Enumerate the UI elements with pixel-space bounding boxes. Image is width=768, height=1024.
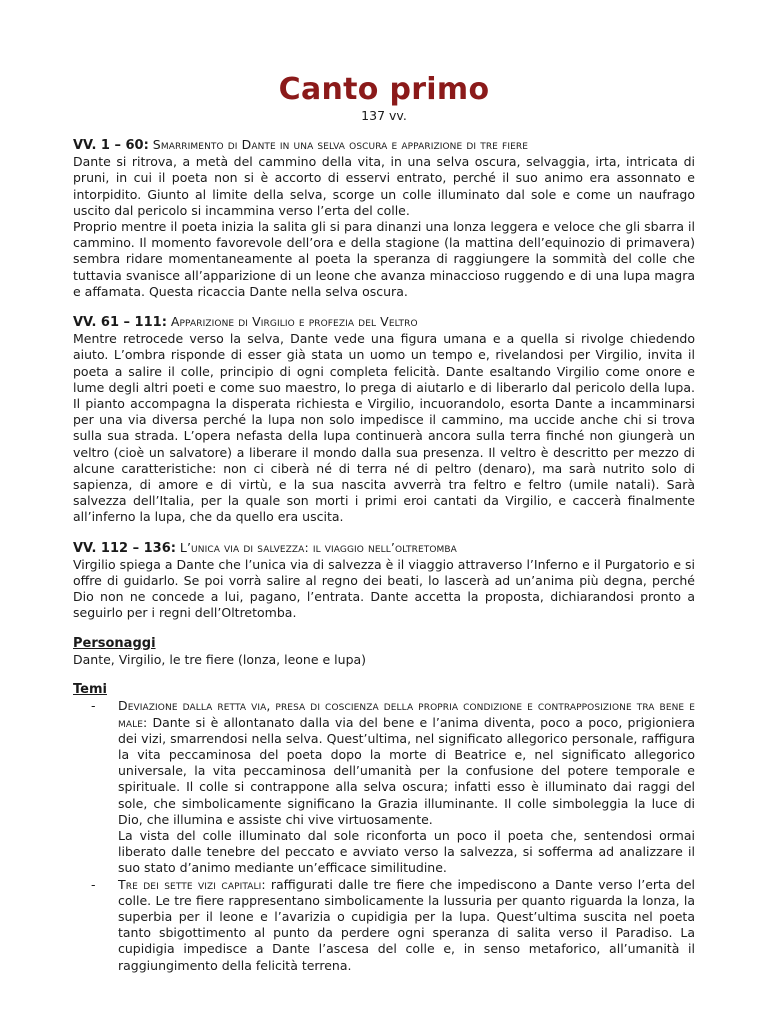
section-title: Smarrimento di Dante in una selva oscura e apparizione di tre fiere <box>152 137 528 152</box>
verse-count: 137 vv. <box>361 108 407 123</box>
personaggi-label: Personaggi <box>73 635 156 651</box>
section-verses: VV. 1 – 60: <box>73 138 149 153</box>
section-paragraph: Mentre retrocede verso la selva, Dante vede una figura umana e a quella si rivolge chiedendo aiuto. L’ombra risponde di esser già stata un uomo un tempo e, rivelandosi per Virgilio, invita il poeta a salire il colle, principio di ogni completa felicità. Dante esaltando Virgilio come onore e lume degli altri poeti e come suo maestro, lo prega di aiutarlo e di liberarlo dal pericolo della lupa. Il pianto accompagna la disperata richiesta e Virgilio, incuorandolo, esorta Dante a incamminarsi per una via diversa perché la lupa non solo impedisce il cammino, ma uccide anche chi si trova sulla sua strada. L’opera nefasta della lupa continuerà ancora sulla terra finché non giungerà un veltro (cioè un salvatore) a liberare il mondo dalla sua presenza. Il veltro è descritto per mezzo di alcune caratteristiche: non ci ciberà né di terra né di peltro (denaro), ma sarà nutrito solo di sapienza, di amore e di virtù, e la sua nascita avverrà tra feltro e feltro (umile natali). Sarà salvezza dell’Italia, per la quale son morti i primi eroi cantati da Virgilio, e caccerà finalmente all’inferno la lupa, che da quello era uscita. <box>73 331 695 525</box>
section-title: Apparizione di Virgilio e profezia del Veltro <box>170 314 418 330</box>
temi-list <box>73 698 695 973</box>
section-verses-1-60 <box>73 137 695 300</box>
section-heading <box>73 137 695 154</box>
section-verses: VV. 61 – 111: <box>73 315 167 331</box>
temi-label: Temi <box>73 682 107 698</box>
section-heading <box>73 314 695 331</box>
section-heading <box>73 540 695 557</box>
personaggi-text: Dante, Virgilio, le tre fiere (lonza, leone e lupa) <box>73 651 367 667</box>
theme-text: : raffigurati dalle tre fiere che impediscono a Dante verso l’erta del colle. Le tre fiere rappresentano simbolicamente la lussuria per quanto riguarda la lonza, la superbia per il leone e l’avarizia o cupidigia per la lupa. Quest’ultima suscita nel poeta tanto sbigottimento al punto da perdere ogni speranza di salita verso il Paradiso. La cupidigia impedisce a Dante l’ascesa del colle e, in senso metaforico, all’umanità il raggiungimento della felicità terrena. <box>118 876 695 973</box>
theme-lead: Tre dei sette vizi capitali <box>118 876 262 892</box>
list-bullet: - <box>91 698 96 714</box>
theme-extra: La vista del colle illuminato dal sole riconforta un poco il poeta che, sentendosi ormai liberato dalle tenebre del peccato e avviato verso la salvezza, si sofferma ad analizzare il suo stato d’animo mediante un’efficace similitudine. <box>118 827 695 876</box>
section-title: L’unica via di salvezza: il viaggio nell’oltretomba <box>179 539 457 555</box>
section-paragraph: Virgilio spiega a Dante che l’unica via di salvezza è il viaggio attraverso l’Inferno e il Purgatorio e si offre di guidarlo. Se poi vorrà salire al regno dei beati, lo lascerà ad un’anima più degna, perché Dio non ne concede a lui, pagano, l’entrata. Dante accetta la proposta, dichiarandosi pronto a seguirlo per i regni dell’Oltretomba. <box>73 556 695 621</box>
list-item <box>73 877 695 974</box>
section-verses: VV. 112 – 136: <box>73 540 176 556</box>
list-item <box>73 698 695 876</box>
section-verses-112-136 <box>73 540 695 622</box>
list-bullet: - <box>91 876 96 892</box>
section-verses-61-111 <box>73 314 695 526</box>
page-title: Canto primo <box>278 72 490 107</box>
theme-text: : Dante si è allontanato dalla via del bene e l’anima diventa, poco a poco, prigioniera dei vizi, smarrendosi nella selva. Quest’ultima, nel significato allegorico personale, raffigura la vita peccaminosa del poeta dopo la morte di Beatrice e, nel significato allegorico universale, la vita peccaminosa dell’umanità per la confusione del potere temporale e spirituale. Il colle si contrappone alla selva oscura; infatti esso è illuminato dai raggi del sole, che simbolicamente significano la Grazia illuminante. Il colle simboleggia la luce di Dio, che illumina e assiste chi vive virtuosamente. <box>118 714 695 827</box>
section-paragraph: Proprio mentre il poeta inizia la salita gli si para dinanzi una lonza leggera e veloce che gli sbarra il cammino. Il momento favorevole dell’ora e della stagione (la mattina dell’equinozio di primavera) sembra ridare momentaneamente al poeta la speranza di raggiungere la sommità del colle che tuttavia svanisce all’apparizione di un leone che avanza minaccioso ruggendo e di una lupa magra e affamata. Questa ricaccia Dante nella selva oscura. <box>73 219 695 299</box>
section-paragraph: Dante si ritrova, a metà del cammino della vita, in una selva oscura, selvaggia, irta, intricata di pruni, in cui il poeta non si è accorto di esservi entrato, perché il suo animo era assonnato e intorpidito. Giunto al limite della selva, scorge un colle illuminato dal sole e come un naufrago uscito dal pericolo si incammina verso l’erta del colle. <box>73 154 695 218</box>
theme-lead: Deviazione dalla retta via, presa di coscienza della propria condizione e contrapposizione tra bene e male <box>118 698 695 730</box>
